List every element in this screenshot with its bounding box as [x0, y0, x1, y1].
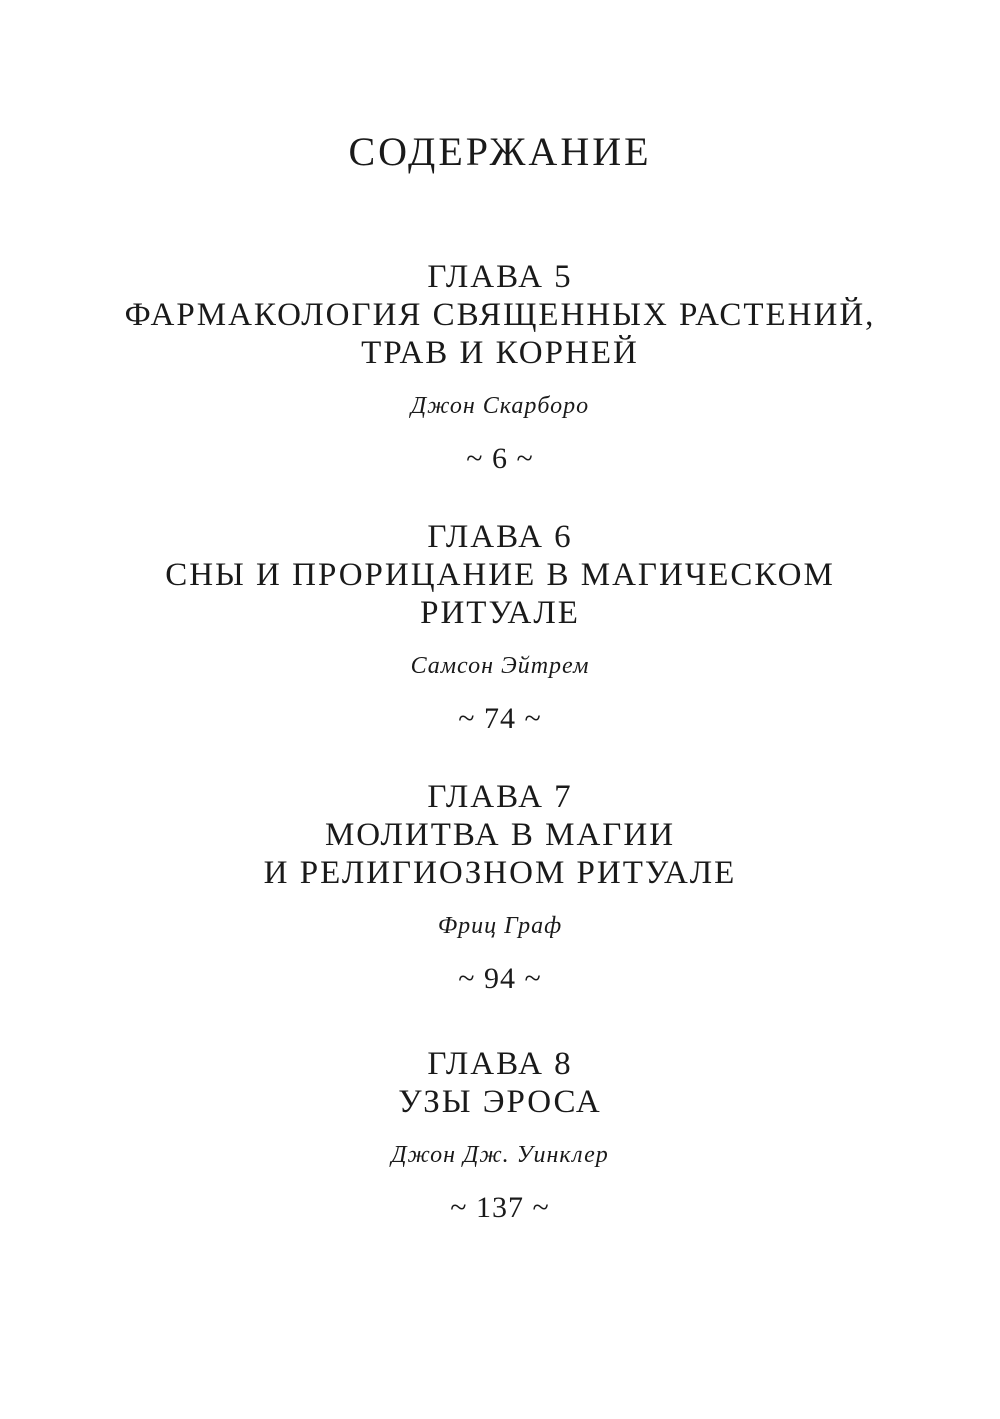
chapter-title-line: ФАРМАКОЛОГИЯ СВЯЩЕННЫХ РАСТЕНИЙ, [124, 297, 876, 333]
chapter-author: Джон Скарборо [410, 393, 590, 419]
chapter-number: ГЛАВА 8 [427, 1046, 573, 1082]
toc-entry-chapter-7 [0, 778, 1000, 996]
chapter-number: ГЛАВА 7 [427, 779, 573, 815]
toc-entry-chapter-6 [0, 518, 1000, 736]
toc-entry-chapter-8 [0, 1045, 1000, 1225]
toc-entry-chapter-5 [0, 258, 1000, 476]
chapter-page-number: ~ 6 ~ [466, 442, 534, 475]
chapter-title-line: СНЫ И ПРОРИЦАНИЕ В МАГИЧЕСКОМ [165, 557, 835, 593]
chapter-title-line: МОЛИТВА В МАГИИ [324, 817, 676, 853]
chapter-title-line: РИТУАЛЕ [420, 595, 580, 631]
chapter-author: Джон Дж. Уинклер [391, 1142, 609, 1168]
chapter-number: ГЛАВА 6 [427, 519, 573, 555]
chapter-number: ГЛАВА 5 [427, 259, 573, 295]
chapter-title-line: И РЕЛИГИОЗНОМ РИТУАЛЕ [263, 855, 737, 891]
page-title: СОДЕРЖАНИЕ [348, 129, 652, 174]
chapter-author: Самсон Эйтрем [410, 653, 590, 679]
chapter-page-number: ~ 137 ~ [450, 1191, 550, 1224]
chapter-author: Фриц Граф [437, 913, 563, 939]
chapter-page-number: ~ 94 ~ [458, 962, 542, 995]
chapter-page-number: ~ 74 ~ [458, 702, 542, 735]
chapter-title-line: ТРАВ И КОРНЕЙ [361, 335, 639, 371]
chapter-title-line: УЗЫ ЭРОСА [398, 1084, 602, 1120]
